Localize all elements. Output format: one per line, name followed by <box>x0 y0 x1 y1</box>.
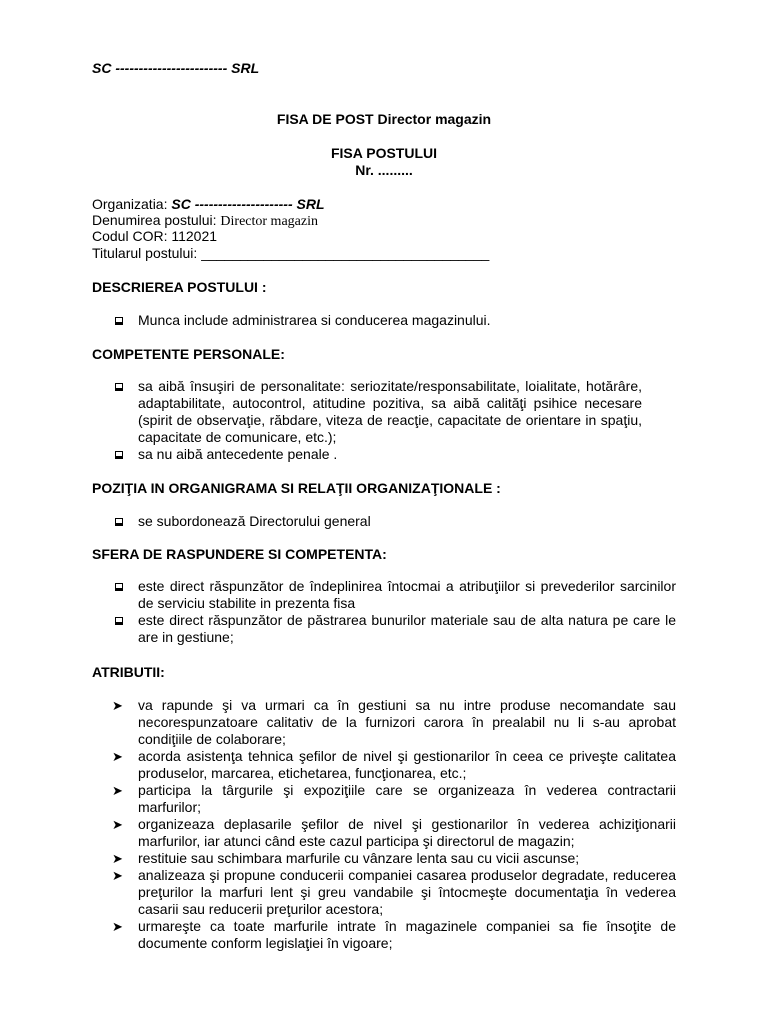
list-item: sa aibă însuşiri de personalitate: seriozitate/responsabilitate, loialitate, hotărâre, adaptabilitate, autocontrol, atitudine pozitiva, sa aibă calităţi psihice necesare (spirit de observaţie, răbdare, viteza de reacţie, capacitate de orientare in spaţiu, capacitate de comunicare, etc.); <box>112 378 642 446</box>
arrow-bullet-icon: ➤ <box>112 919 123 934</box>
org-label: Organizatia: <box>92 196 172 212</box>
square-bullet-icon <box>115 451 123 459</box>
list-item: ➤ va rapunde şi va urmari ca în gestiuni sa nu intre produse necomandate sau necorespunzatoare calitativ de la furnizori carora în prealabil nu li s-au aprobat condiţiile de colaborare; <box>112 697 676 747</box>
list-item: este direct răspunzător de păstrarea bunurilor materiale sau de alta natura pe care le are in gestiune; <box>112 612 676 646</box>
descriere-list <box>112 312 676 329</box>
denumire-value: Director magazin <box>220 214 318 229</box>
document-title: FISA DE POST Director magazin <box>276 111 492 127</box>
section-title-pozitia: POZIŢIA IN ORGANIGRAMA SI RELAŢII ORGANIZAŢIONALE : <box>92 480 501 496</box>
arrow-bullet-icon: ➤ <box>112 783 123 798</box>
list-item: ➤ urmareşte ca toate marfurile intrate în magazinele companiei sa fie însoţite de documente conform legislaţiei în vigoare; <box>112 918 676 951</box>
atributii-list <box>112 697 676 952</box>
document-number: Nr. ......... <box>355 162 413 178</box>
section-title-sfera: SFERA DE RASPUNDERE SI COMPETENTA: <box>92 546 387 562</box>
square-bullet-icon <box>115 317 123 325</box>
section-title-atributii: ATRIBUTII: <box>92 664 165 680</box>
arrow-bullet-icon: ➤ <box>112 698 123 713</box>
document-subtitle: FISA POSTULUI <box>330 145 438 161</box>
section-title-descriere: DESCRIEREA POSTULUI : <box>92 279 267 295</box>
org-value: SC --------------------- SRL <box>171 196 325 212</box>
square-bullet-icon <box>115 518 123 526</box>
field-cod-cor: Codul COR: 112021 <box>92 228 218 244</box>
arrow-bullet-icon: ➤ <box>112 817 123 832</box>
company-line: SC ------------------------ SRL <box>92 60 260 76</box>
section-title-competente: COMPETENTE PERSONALE: <box>92 346 285 362</box>
pozitia-list <box>112 513 676 530</box>
square-bullet-icon <box>115 383 123 391</box>
arrow-bullet-icon: ➤ <box>112 749 123 764</box>
list-item: ➤ acorda asistenţa tehnica şefilor de nivel şi gestionarilor în ceea ce priveşte calitatea produselor, marcarea, etichetarea, funcţionarea, etc.; <box>112 748 676 781</box>
competente-list <box>112 378 642 463</box>
square-bullet-icon <box>115 583 123 591</box>
list-item: ➤ analizeaza şi propune conducerii companiei casarea produselor degradate, reducerea preţurilor la marfuri lent şi greu vandabile şi întocmeşte documentaţia în vederea casarii sau reducerii preţurilor acestora; <box>112 867 676 917</box>
list-item: ➤ organizeaza deplasarile şefilor de nivel şi gestionarilor în vederea achiziţionarii marfurilor, iar atunci când este cazul participa şi directorul de magazin; <box>112 816 676 849</box>
list-item: ➤ restituie sau schimbara marfurile cu vânzare lenta sau cu vicii ascunse; <box>112 850 580 866</box>
list-item: ➤ participa la târgurile şi expoziţiile care se organizeaza în vederea contractarii marfurilor; <box>112 782 676 815</box>
list-item: este direct răspunzător de îndeplinirea întocmai a atribuţiilor si prevederilor sarcinilor de serviciu stabilite in prezenta fisa <box>112 578 676 612</box>
arrow-bullet-icon: ➤ <box>112 868 123 883</box>
list-item: sa nu aibă antecedente penale . <box>112 446 642 463</box>
list-item: Munca include administrarea si conducerea magazinului. <box>112 312 676 329</box>
arrow-bullet-icon: ➤ <box>112 851 123 866</box>
square-bullet-icon <box>115 617 123 625</box>
field-titular: Titularul postului: _____________________________________ <box>92 245 490 261</box>
sfera-list <box>112 578 676 646</box>
field-organizatia <box>92 196 325 213</box>
denumire-label: Denumirea postului: <box>92 212 221 228</box>
list-item: se subordonează Directorului general <box>112 513 676 530</box>
